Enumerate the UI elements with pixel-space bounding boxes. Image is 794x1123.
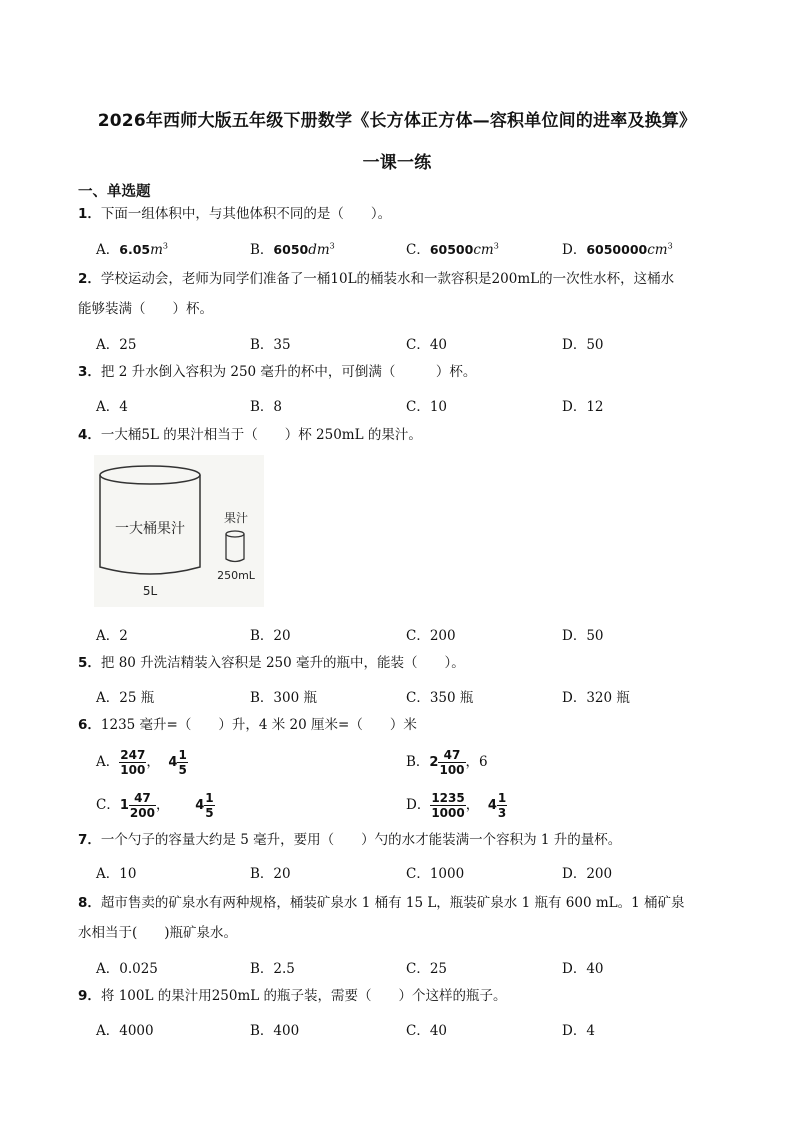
option-c[interactable]: C．1 $\frac{47}{200}$ ， 4 $\frac{1}{5}$ (96, 791, 214, 820)
question-6-options-row1 (96, 744, 736, 780)
question-text: 把 80 升洗洁精装入容积是 250 毫升的瓶中，能装（ ）。 (100, 655, 465, 671)
fraction: $\frac{1235}{1000}$ (431, 791, 465, 820)
question-5 (78, 648, 728, 678)
big-bucket-volume: 5L (142, 584, 158, 598)
fraction: $\frac{1}{3}$ (497, 791, 507, 820)
fraction: $\frac{47}{200}$ (129, 791, 155, 820)
question-text: 下面一组体积中，与其他体积不同的是（ ）。 (100, 206, 392, 222)
question-9 (78, 981, 728, 1011)
big-bucket-label: 一大桶果汁 (115, 521, 185, 537)
option-d[interactable]: D．12 (562, 399, 604, 415)
question-2-options (96, 333, 736, 355)
option-b[interactable]: B．20 (250, 628, 291, 644)
option-b[interactable]: B．20 (250, 866, 291, 882)
question-2 (78, 264, 728, 324)
option-d[interactable]: D．200 (562, 866, 613, 882)
question-text: 把 2 升水倒入容积为 250 毫升的杯中，可倒满（ ）杯。 (100, 364, 477, 380)
option-a[interactable]: A．4000 (96, 1023, 154, 1039)
option-a[interactable]: A．$6.05m^3$ (96, 241, 168, 258)
question-number: 9． (78, 988, 101, 1004)
question-text: 一大桶5L 的果汁相当于（ ）杯 250mL 的果汁。 (100, 427, 422, 443)
question-text-line1: 学校运动会，老师为同学们准备了一桶10L的桶装水和一款容积是200mL的一次性水杯，这桶水 (100, 271, 675, 287)
question-6-options-row2 (96, 787, 736, 823)
question-3-options (96, 395, 736, 417)
question-8 (78, 888, 728, 948)
option-d[interactable]: D．40 (562, 961, 604, 977)
fraction: $\frac{247}{100}$ (120, 748, 146, 777)
question-1-options (96, 238, 736, 260)
question-6 (78, 710, 728, 740)
option-a[interactable]: A．25 (96, 337, 137, 353)
question-text-line2: 能够装满（ ）杯。 (78, 301, 213, 317)
question-1 (78, 199, 728, 229)
question-number: 6． (78, 717, 101, 733)
question-number: 3． (78, 364, 101, 380)
option-b[interactable]: B．300 瓶 (250, 690, 317, 706)
option-a[interactable]: A． $\frac{247}{100}$ ， 4 $\frac{1}{5}$ (96, 748, 187, 777)
question-text: 将 100L 的果汁用250mL 的瓶子装，需要（ ）个这样的瓶子。 (100, 988, 507, 1004)
question-number: 8． (78, 895, 101, 911)
question-4 (78, 420, 728, 450)
small-cup-label: 果汁 (223, 511, 249, 525)
option-a[interactable]: A．25 瓶 (96, 690, 155, 706)
question-8-options (96, 957, 736, 979)
question-5-options (96, 686, 736, 708)
option-c[interactable]: C．350 瓶 (406, 690, 474, 706)
question-number: 4． (78, 427, 101, 443)
option-a[interactable]: A．2 (96, 628, 128, 644)
question-3 (78, 357, 728, 387)
option-d[interactable]: D．$6050000cm^3$ (562, 241, 673, 258)
question-text-line2: 水相当于( )瓶矿泉水。 (78, 925, 238, 941)
question-number: 1． (78, 206, 101, 222)
question-number: 2． (78, 271, 101, 287)
option-b[interactable]: B．2.5 (250, 961, 295, 977)
option-c[interactable]: C．10 (406, 399, 448, 415)
option-d[interactable]: D．50 (562, 628, 604, 644)
question-7 (78, 825, 728, 855)
option-c[interactable]: C．$60500cm^3$ (406, 241, 499, 258)
option-d[interactable]: D． $\frac{1235}{1000}$ ， 4 $\frac{1}{3}$ (406, 791, 507, 820)
question-number: 5． (78, 655, 101, 671)
option-c[interactable]: C．40 (406, 337, 448, 353)
option-d[interactable]: D．320 瓶 (562, 690, 630, 706)
title-line1: 2026年西师大版五年级下册数学《长方体正方体—容积单位间的进率及换算》 (97, 111, 697, 131)
small-cup-volume: 250mL (217, 569, 255, 582)
question-7-options (96, 862, 736, 884)
question-4-options (96, 624, 736, 646)
option-b[interactable]: B．2 $\frac{47}{100}$ ，6 (406, 748, 488, 777)
question-9-options (96, 1019, 736, 1041)
option-c[interactable]: C．40 (406, 1023, 448, 1039)
question-text: 1235 毫升=（ ）升，4 米 20 厘米=（ ）米 (100, 717, 417, 733)
option-a[interactable]: A．10 (96, 866, 137, 882)
question-number: 7． (78, 832, 101, 848)
juice-container-figure (94, 455, 264, 607)
option-b[interactable]: B．$6050dm^3$ (250, 241, 335, 258)
option-c[interactable]: C．1000 (406, 866, 465, 882)
option-d[interactable]: D．4 (562, 1023, 595, 1039)
question-text: 一个勺子的容量大约是 5 毫升，要用（ ）勺的水才能装满一个容积为 1 升的量杯。 (100, 832, 622, 848)
option-c[interactable]: C．25 (406, 961, 448, 977)
option-a[interactable]: A．0.025 (96, 961, 158, 977)
option-d[interactable]: D．50 (562, 337, 604, 353)
fraction: $\frac{47}{100}$ (439, 748, 465, 777)
title-line2: 一课一练 (362, 153, 432, 173)
section-heading: 一、单选题 (78, 184, 151, 200)
fraction: $\frac{1}{5}$ (205, 791, 214, 820)
question-text-line1: 超市售卖的矿泉水有两种规格，桶装矿泉水 1 桶有 15 L，瓶装矿泉水 1 瓶有 600 mL。1 桶矿泉 (100, 895, 685, 911)
option-b[interactable]: B．400 (250, 1023, 300, 1039)
option-b[interactable]: B．8 (250, 399, 283, 415)
option-c[interactable]: C．200 (406, 628, 456, 644)
fraction: $\frac{1}{5}$ (178, 748, 187, 777)
option-b[interactable]: B．35 (250, 337, 291, 353)
option-a[interactable]: A．4 (96, 399, 128, 415)
